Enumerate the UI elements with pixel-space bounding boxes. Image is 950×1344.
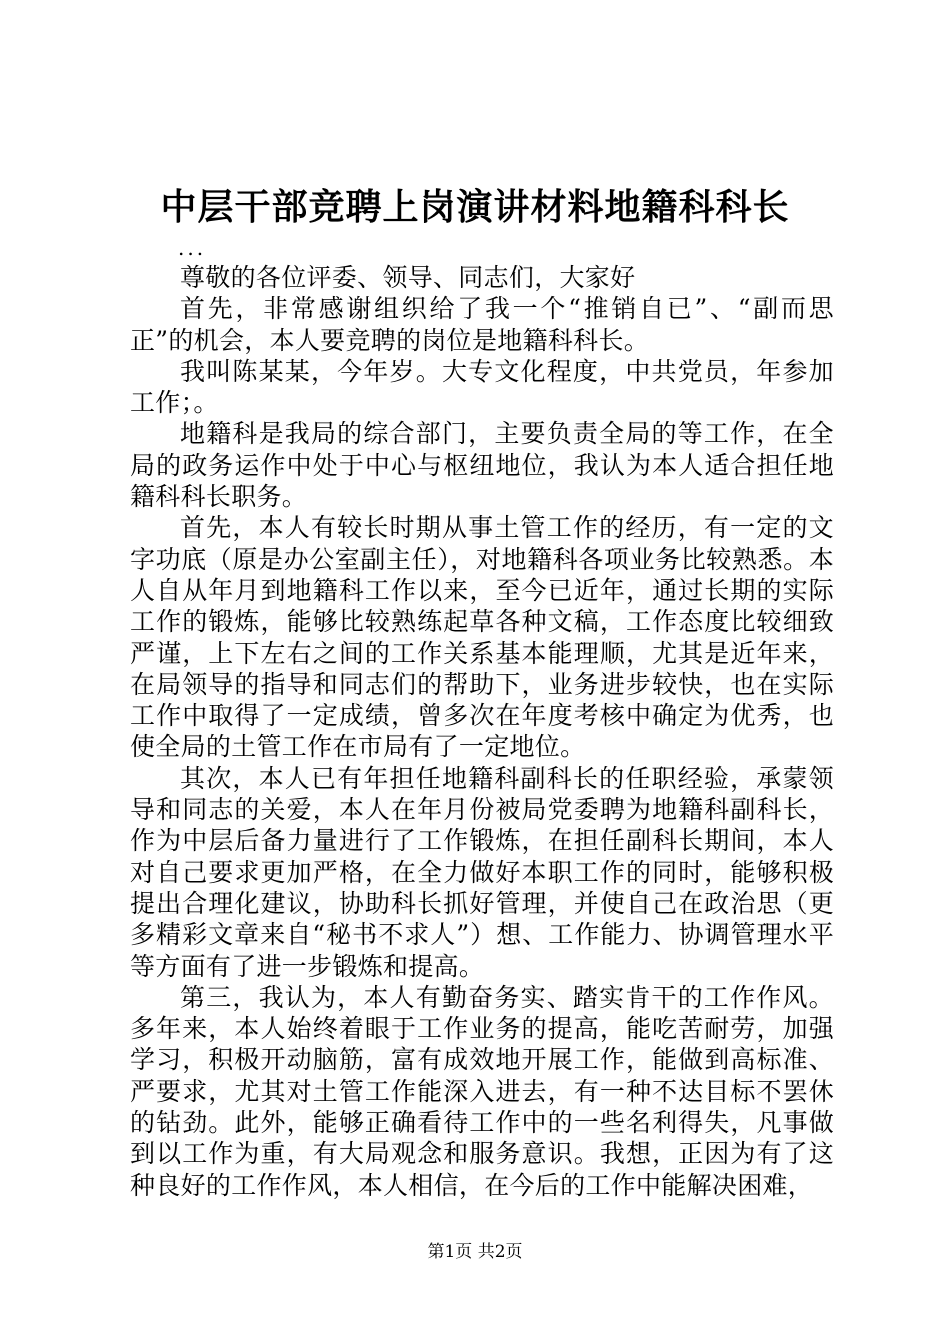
paragraph-experience: 首先，本人有较长时期从事土管工作的经历，有一定的文字功底（原是办公室副主任），对地籍科各项业务比较熟悉。本人自从年月到地籍科工作以来，至今已近年，通过长期的实际工作的锻炼，能够比较熟练起草各种文稿，工作态度比较细致严谨，上下左右之间的工作关系基本能理顺，尤其是近年来，在局领导的指导和同志们的帮助下，业务进步较快，也在实际工作中取得了一定成绩，曾多次在年度考核中确定为优秀，也使全局的土管工作在市局有了一定地位。 — [130, 513, 834, 762]
paragraph-deputy-experience: 其次，本人已有年担任地籍科副科长的任职经验，承蒙领导和同志的关爱，本人在年月份被局党委聘为地籍科副科长，作为中层后备力量进行了工作锻炼，在担任副科长期间，本人对自己要求更加严格，在全力做好本职工作的同时，能够积极提出合理化建议，协助科长抓好管理，并使自己在政治思（更多精彩文章来自“秘书不求人”）想、工作能力、协调管理水平等方面有了进一步锻炼和提高。 — [130, 763, 834, 981]
document-body — [130, 262, 834, 1201]
paragraph-greeting: 尊敬的各位评委、领导、同志们，大家好 — [180, 263, 636, 292]
document-title: 中层干部竞聘上岗演讲材料地籍科科长 — [160, 186, 790, 228]
paragraph-department: 地籍科是我局的综合部门，主要负责全局的等工作，在全局的政务运作中处于中心与枢纽地位，我认为本人适合担任地籍科科长职务。 — [130, 419, 834, 512]
paragraph-work-style: 第三，我认为，本人有勤奋务实、踏实肯干的工作作风。多年来，本人始终着眼于工作业务的提高，能吃苦耐劳，加强学习，积极开动脑筋，富有成效地开展工作，能做到高标准、严要求，尤其对土管工作能深入进去，有一种不达目标不罢休的钻劲。此外，能够正确看待工作中的一些名利得失，凡事做到以工作为重，有大局观念和服务意识。我想，正因为有了这种良好的工作作风，本人相信，在今后的工作中能解决困难， — [130, 982, 834, 1200]
ellipsis-marker: ... — [178, 236, 207, 260]
paragraph-opening: 首先，非常感谢组织给了我一个“推销自已”、“副而思正”的机会，本人要竞聘的岗位是地籍科科长。 — [130, 294, 834, 355]
paragraph-introduction: 我叫陈某某，今年岁。大专文化程度，中共党员，年参加工作；。 — [130, 356, 834, 418]
page-number: 第1页 共2页 — [427, 1242, 523, 1262]
